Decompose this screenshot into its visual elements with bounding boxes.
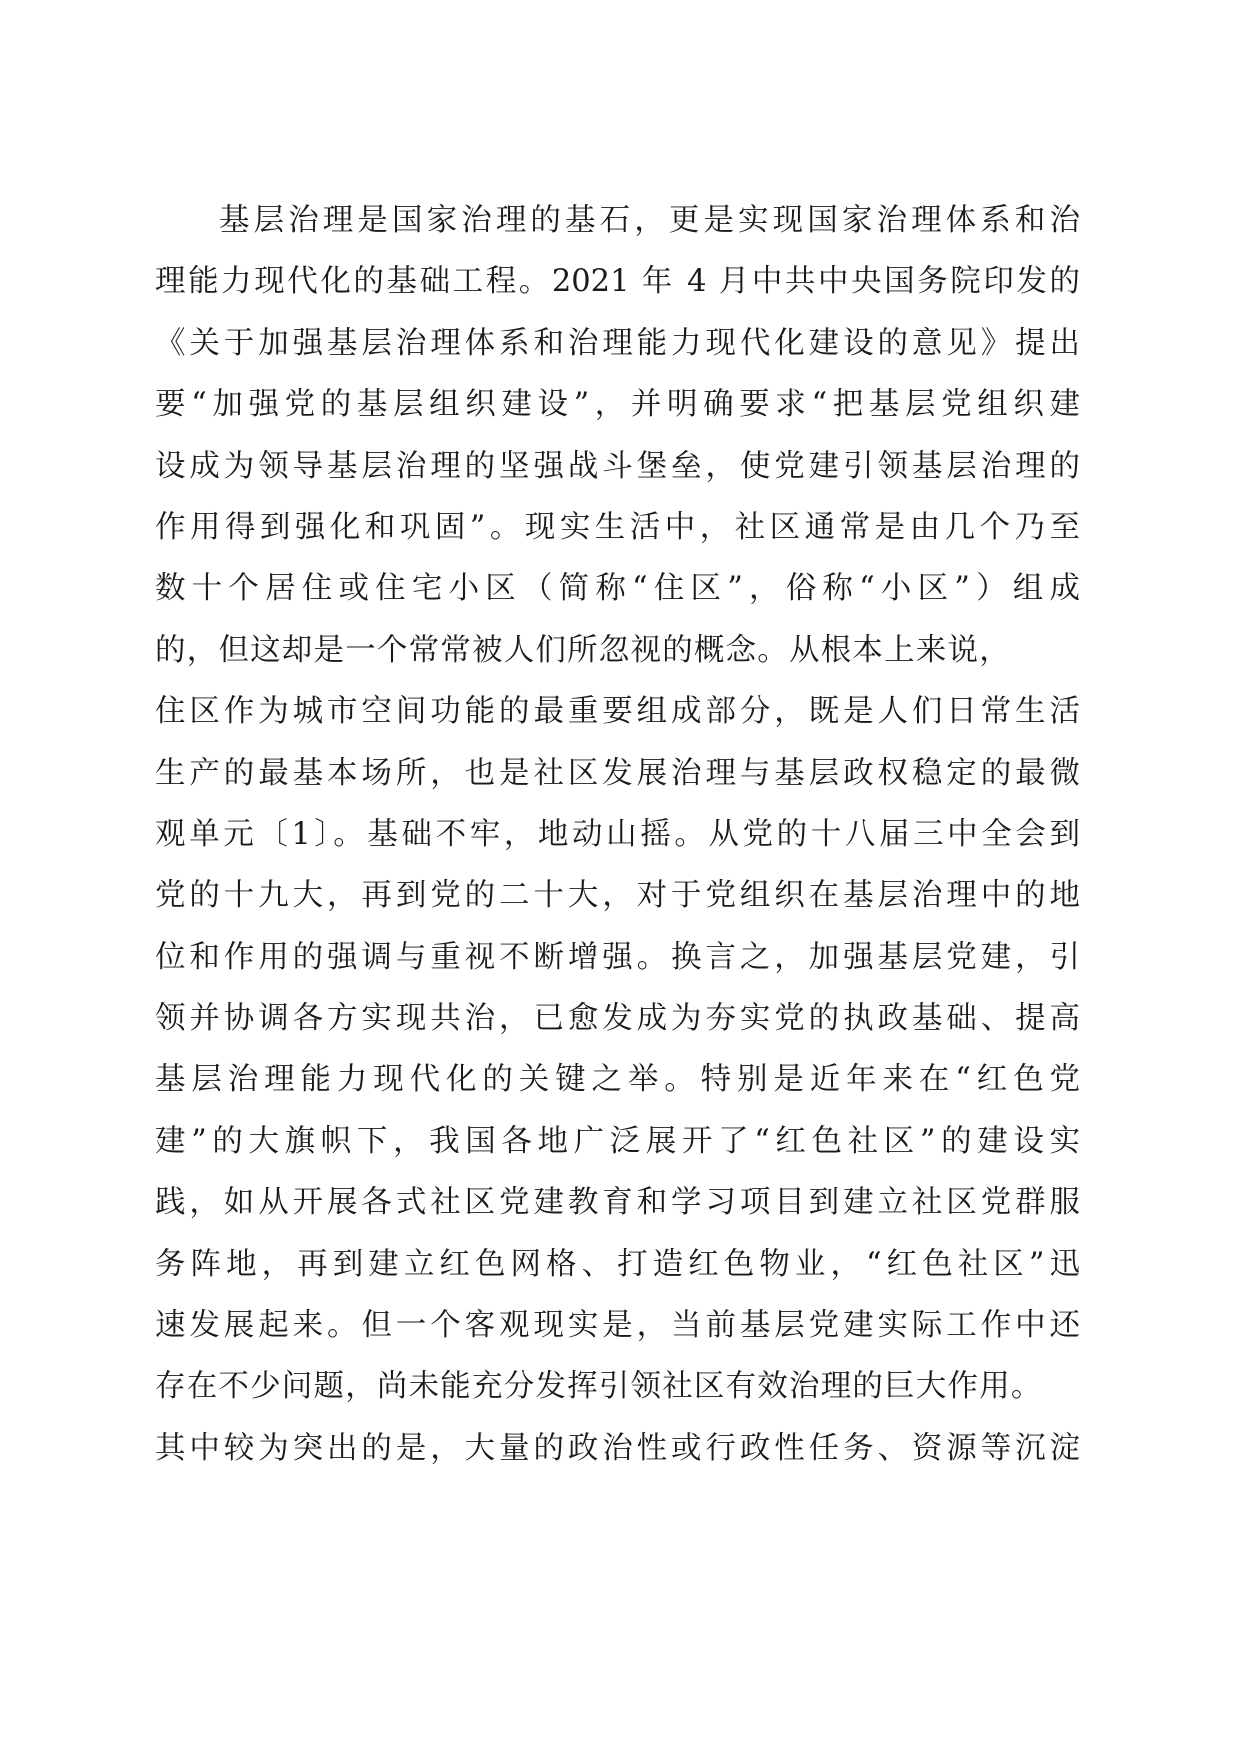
text-line: 速发展起来。但一个客观现实是，当前基层党建实际工作中还 <box>155 1308 1080 1344</box>
text-line: 基层治理是国家治理的基石，更是实现国家治理体系和治 <box>219 203 1080 238</box>
text-line: 领并协调各方实现共治，已愈发成为夯实党的执政基础、提高 <box>155 1001 1080 1037</box>
text-line: 务阵地，再到建立红色网格、打造红色物业，“红色社区”迅 <box>155 1246 1080 1282</box>
text-line: 观单元〔1〕。基础不牢，地动山摇。从党的十八届三中全会到 <box>155 816 1080 852</box>
text-line: 存在不少问题，尚未能充分发挥引领社区有效治理的巨大作用。 <box>155 1369 1043 1405</box>
text-line: 党的十九大，再到党的二十大，对于党组织在基层治理中的地 <box>155 878 1080 914</box>
text-line: 生产的最基本场所，也是社区发展治理与基层政权稳定的最微 <box>155 755 1080 791</box>
text-line: 作用得到强化和巩固”。现实生活中，社区通常是由几个乃至 <box>155 509 1080 545</box>
text-line: 设成为领导基层治理的坚强战斗堡垒，使党建引领基层治理的 <box>155 448 1080 484</box>
text-line: 住区作为城市空间功能的最重要组成部分，既是人们日常生活 <box>155 694 1080 730</box>
text-line: 《关于加强基层治理体系和治理能力现代化建设的意见》提出 <box>155 325 1080 361</box>
body-paragraph <box>155 190 1080 1479</box>
text-line: 建”的大旗帜下，我国各地广泛展开了“红色社区”的建设实 <box>155 1123 1080 1159</box>
text-line: 位和作用的强调与重视不断增强。换言之，加强基层党建，引 <box>155 939 1080 975</box>
text-line: 其中较为突出的是，大量的政治性或行政性任务、资源等沉淀 <box>155 1430 1080 1466</box>
text-line: 的，但这却是一个常常被人们所忽视的概念。从根本上来说， <box>155 632 1011 668</box>
text-line: 践，如从开展各式社区党建教育和学习项目到建立社区党群服 <box>155 1185 1080 1221</box>
text-line: 要“加强党的基层组织建设”，并明确要求“把基层党组织建 <box>155 387 1080 423</box>
text-line: 基层治理能力现代化的关键之举。特别是近年来在“红色党 <box>155 1062 1080 1098</box>
text-line: 理能力现代化的基础工程。2021 年 4 月中共中央国务院印发的 <box>155 264 1080 300</box>
text-line: 数十个居住或住宅小区（简称“住区”，俗称“小区”）组成 <box>155 571 1080 607</box>
